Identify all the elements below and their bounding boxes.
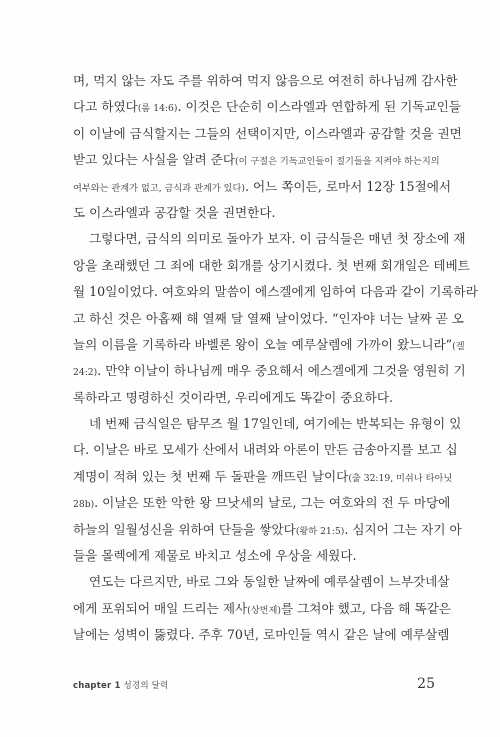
text-line	[73, 569, 450, 595]
text-segment: . 이날은 또한 악한 왕 므낫세의 날로, 그는 여호와의 전 두 마당에	[94, 495, 451, 511]
text-segment: 에게 포위되어 매일 드리는 제사	[73, 600, 248, 616]
paragraph	[73, 68, 462, 226]
reference-note: (출 32:19, 미쉬나 타아닛	[348, 472, 453, 484]
text-line	[73, 226, 466, 252]
paragraph	[73, 226, 478, 411]
text-line	[73, 121, 462, 147]
text-segment: 들을 몰렉에게 제물로 바치고 성소에 우상을 세웠다.	[73, 548, 357, 564]
text-line	[73, 306, 464, 332]
chapter-title: 성경의 달력	[123, 681, 169, 691]
reference-note: 28b)	[73, 499, 95, 511]
reference-note: (이 구절은 기독교인들이 절기들을 지켜야 하는지의	[235, 156, 440, 168]
reference-note: 24:2)	[73, 367, 98, 379]
text-line	[73, 543, 435, 569]
text-line	[73, 517, 462, 543]
text-segment: . 이것은 단순히 이스라엘과 연합하게 된 기독교인들	[177, 99, 461, 115]
text-line	[73, 622, 450, 648]
reference-note: (상번제)	[247, 604, 281, 616]
text-segment: 를 그쳐야 했고, 다음 해 똑같은	[280, 600, 451, 616]
reference-note: 여부와는 관계가 없고, 금식과 관계가 있다)	[73, 182, 245, 194]
text-line	[73, 94, 461, 120]
text-segment: 다고 하였다	[73, 99, 138, 115]
text-line	[73, 358, 466, 384]
text-line	[73, 464, 453, 490]
text-segment: 계명이 적혀 있는 첫 번째 두 돌판을 깨뜨린 날이다	[73, 468, 349, 484]
text-line	[73, 174, 452, 200]
text-segment: 이 이날에 금식할지는 그들의 선택이지만, 이스라엘과 공감할 것을 권면	[73, 125, 462, 141]
text-segment: . 만약 이날이 하나님께 매우 중요해서 에스겔에게 그것을 영원히 기	[97, 363, 466, 379]
text-segment: . 어느 쪽이든, 로마서 12장 15절에서	[244, 178, 452, 194]
text-segment: 늘의 이름을 기록하라 바벨론 왕이 오늘 예루살렘에 가까이 왔느니라”	[73, 336, 453, 352]
text-segment: 연도는 다르지만, 바로 그와 동일한 날짜에 예루살렘이 느부갓네살	[89, 574, 450, 590]
text-line	[73, 332, 465, 358]
text-line	[73, 279, 478, 305]
text-segment: 그렇다면, 금식의 의미로 돌아가 보자. 이 금식들은 매년 첫 장소에 재	[89, 231, 466, 247]
text-line	[73, 200, 435, 226]
text-segment: 월 10일이었다. 여호와의 말씀이 에스겔에게 임하여 다음과 같이 기록하라	[73, 284, 478, 300]
text-line	[73, 68, 458, 94]
text-segment: 고 하신 것은 아홉째 해 열째 달 열째 날이었다. “인자야 너는 날짜 곧 오	[73, 310, 464, 326]
page-footer	[73, 676, 435, 698]
text-segment: 앙을 초래했던 그 죄에 대한 회개를 상기시켰다. 첫 번째 회개일은 테베트	[73, 257, 470, 273]
text-segment: 네 번째 금식일은 탐무즈 월 17일인데, 여기에는 반복되는 유형이 있	[89, 416, 462, 432]
reference-note: (왕하 21:5)	[295, 525, 345, 537]
text-line	[73, 147, 440, 173]
text-line	[73, 437, 458, 463]
text-segment: 며, 먹지 않는 자도 주를 위하여 먹지 않음으로 여전히 하나님께 감사한	[73, 73, 458, 88]
running-footer	[73, 679, 168, 691]
text-segment: 다. 이날은 바로 모세가 산에서 내려와 아론이 만든 금송아지를 보고 십	[73, 442, 458, 458]
text-segment: . 심지어 그는 자기 아	[344, 521, 462, 537]
page-number: 25	[417, 676, 435, 692]
text-segment: 받고 있다는 사실을 알려 준다	[73, 152, 235, 168]
reference-note: (겔	[452, 340, 465, 352]
text-line	[73, 253, 470, 279]
reference-note: (롬 14:6)	[137, 103, 178, 115]
text-segment: 록하라고 명령하신 것이라면, 우리에게도 똑같이 중요하다.	[73, 389, 393, 405]
paragraph	[73, 411, 462, 569]
text-segment: 도 이스라엘과 공감할 것을 권면한다.	[73, 204, 276, 220]
paragraph	[73, 569, 451, 648]
text-segment: 날에는 성벽이 뚫렸다. 주후 70년, 로마인들 역시 같은 날에 예루살렘	[73, 627, 450, 643]
text-line	[73, 411, 462, 437]
text-line	[73, 596, 451, 622]
text-line	[73, 490, 451, 516]
text-line	[73, 385, 435, 411]
chapter-number: chapter 1	[73, 681, 121, 691]
text-segment: 하늘의 일월성신을 위하여 단들을 쌓았다	[73, 521, 296, 537]
body-text	[73, 68, 478, 649]
